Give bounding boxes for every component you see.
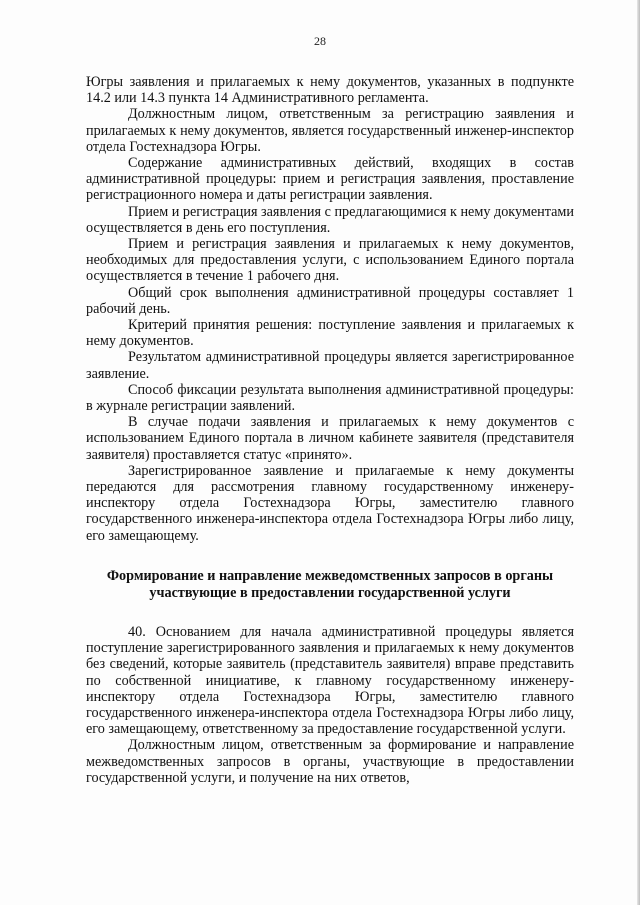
section-heading-line: Формирование и направление межведомственных запросов в органы: [106, 567, 554, 584]
paragraph: Содержание административных действий, входящих в состав административной процедуры: прием и регистрация заявления, проставление регистрационного номера и даты регистрации заявления.: [86, 155, 574, 204]
paragraph: В случае подачи заявления и прилагаемых к нему документов с использованием Единого портала в личном кабинете заявителя (представителя заявителя) проставляется статус «принято».: [86, 414, 574, 463]
document-body: [86, 74, 574, 786]
paragraph: Общий срок выполнения административной процедуры составляет 1 рабочий день.: [86, 284, 574, 317]
paragraph: Зарегистрированное заявление и прилагаемые к нему документы передаются для рассмотрения главному государственному инженеру-инспектору отдела Гостехнадзора Югры, заместителю главного государственного инженера-инспектора отдела Гостехнадзора Югры либо лицу, его замещающему.: [86, 462, 574, 544]
paragraph: Должностным лицом, ответственным за формирование и направление межведомственных запросов в органы, участвующие в предоставлении государственной услуги, и получение на них ответов,: [86, 737, 574, 786]
section-heading-line: участвующие в предоставлении государственной услуги: [149, 584, 511, 601]
paragraph: Югры заявления и прилагаемых к нему документов, указанных в подпункте 14.2 или 14.3 пункта 14 Административного регламента.: [86, 74, 574, 107]
paragraph: 40. Основанием для начала административной процедуры является поступление зарегистрированного заявления и прилагаемых к нему документов без сведений, которые заявитель (представитель заявителя) вправе представить по собственной инициативе, к главному государственному инженеру-инспектору отдела Гостехнадзора Югры, заместителю главного государственного инженера-инспектора отдела Гостехнадзора Югры либо лицу, его замещающему, ответственному за предоставление государственной услуги.: [86, 623, 574, 738]
paragraph: Критерий принятия решения: поступление заявления и прилагаемых к нему документов.: [86, 317, 574, 350]
paragraph: Прием и регистрация заявления и прилагаемых к нему документов, необходимых для предоставления услуги, с использованием Единого портала осуществляется в течение 1 рабочего дня.: [86, 236, 574, 285]
page-number: 28: [314, 34, 326, 48]
section-heading: [86, 568, 574, 602]
paragraph: Должностным лицом, ответственным за регистрацию заявления и прилагаемых к нему документов, является государственный инженер-инспектор отдела Гостехнадзора Югры.: [86, 106, 574, 155]
paragraph: Способ фиксации результата выполнения административной процедуры: в журнале регистрации заявлений.: [86, 381, 574, 415]
paragraph: Результатом административной процедуры является зарегистрированное заявление.: [86, 349, 574, 382]
paragraph: Прием и регистрация заявления с предлагающимися к нему документами осуществляется в день его поступления.: [86, 203, 574, 236]
